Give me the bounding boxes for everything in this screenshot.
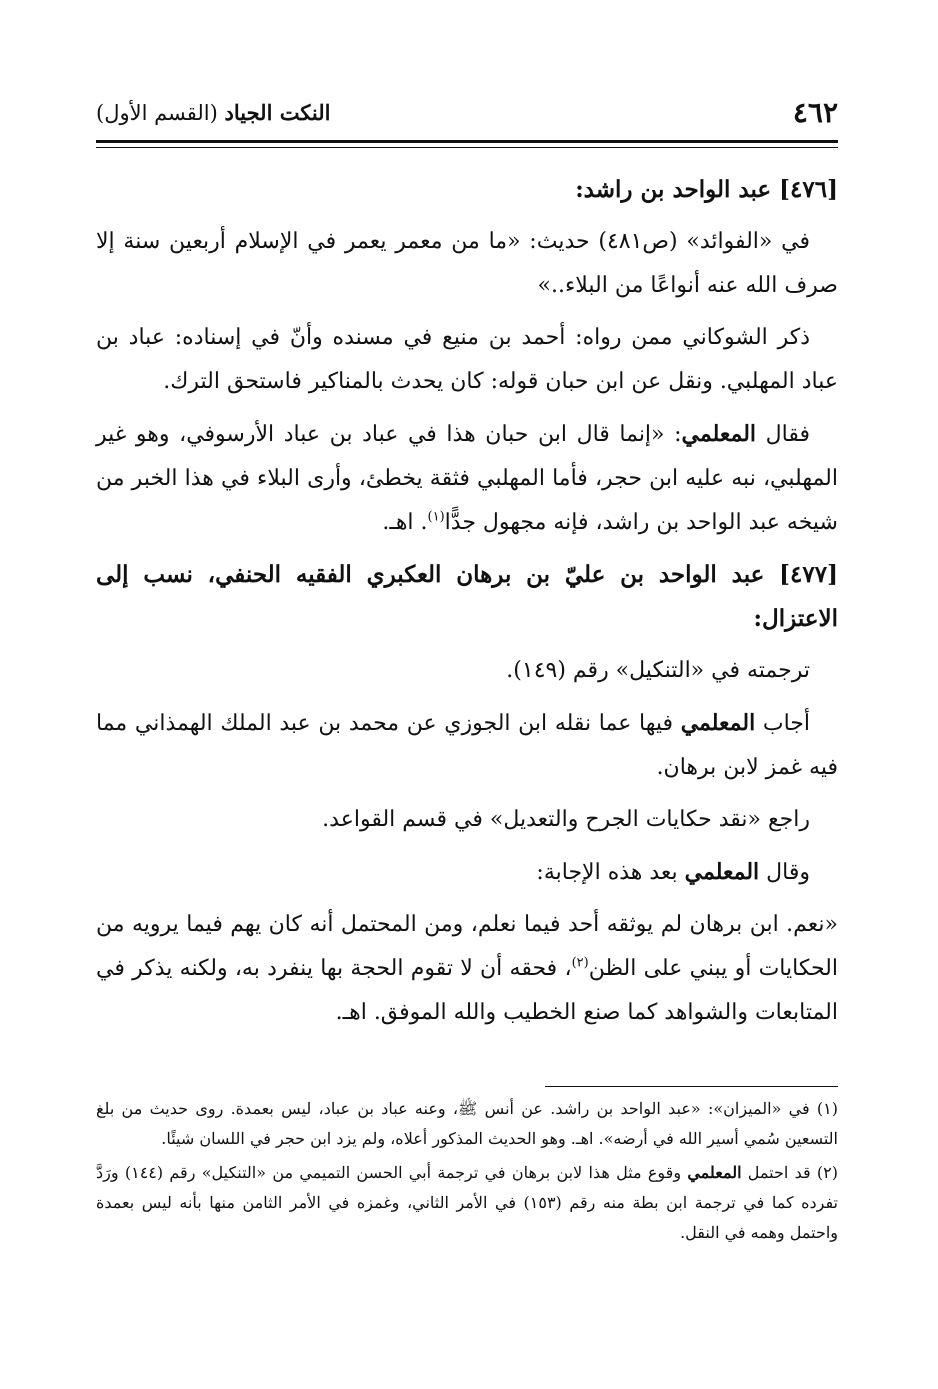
paragraph-lead: فقال xyxy=(765,422,810,447)
quote-text: «نعم. ابن برهان لم يوثقه أحد فيما نعلم، ومن المحتمل أنه كان يهم فيما يرويه من الحكايات أو يبني على الظن xyxy=(96,912,838,981)
footnote-ref-1[interactable]: (١) xyxy=(427,509,445,525)
entry-476-paragraph-1: في «الفوائد» (ص٤٨١) حديث: «ما من معمر يعمر في الإسلام أربعين سنة إلا صرف الله عنه أنواعًا من البلاء..» xyxy=(96,229,838,298)
paragraph-lead: وقال xyxy=(766,860,810,885)
author-name: المعلمي xyxy=(687,1163,742,1182)
footnote-1: (١) في «الميزان»: «عبد الواحد بن راشد. عن أنس ﷺ، وعنه عباد بن عباد، ليس بعمدة. روى حديث من بلغ التسعين سُمي أسير الله في أرضه». اهـ. وهو الحديث المذكور أعلاه، ولم يزد ابن حجر في اللسان شيئًا. xyxy=(96,1099,839,1148)
author-name: المعلمي xyxy=(681,421,757,447)
entry-477-paragraph-2 xyxy=(96,701,838,790)
running-title-part: (القسم الأول) xyxy=(96,100,218,125)
entry-477-paragraph-3: راجع «نقد حكايات الجرح والتعديل» في قسم القواعد. xyxy=(322,807,810,832)
page-header xyxy=(96,92,838,132)
paragraph-text: فيها عما نقله ابن الجوزي عن محمد بن عبد الملك الهمذاني مما فيه غمز لابن برهان. xyxy=(96,711,838,780)
header-rule-thick xyxy=(96,140,838,143)
author-name: المعلمي xyxy=(680,710,756,736)
entry-477-title: [٤٧٧] عبد الواحد بن عليّ بن برهان العكبري الفقيه الحنفي، نسب إلى الاعتزال: xyxy=(96,561,838,632)
page-number: ٤٦٢ xyxy=(792,95,838,129)
paragraph-lead: أجاب xyxy=(762,711,811,736)
entry-476-paragraph-2: ذكر الشوكاني ممن رواه: أحمد بن منيع في مسنده وأنّ في إسناده: عباد بن عباد المهلبي. ونقل عن ابن حبان قوله: كان يحدث بالمناكير فاستحق الترك. xyxy=(96,325,838,394)
footnote-separator xyxy=(545,1086,838,1087)
main-text xyxy=(96,168,838,1043)
entry-477-paragraph-4 xyxy=(96,850,838,895)
entry-477-paragraph-5 xyxy=(96,903,838,1035)
footnote-text: وقوع مثل هذا لابن برهان في ترجمة أبي الحسن التميمي من «التنكيل» رقم (١٤٤) ورَدَّ تفرده كما في ترجمة ابن بطة منه رقم (١٥٣) في الأمر الثاني، وغمزه في الأمر الثامن منها بأنه ليس بعمدة واحتمل وهمه في النقل. xyxy=(96,1163,838,1242)
footnote-ref-2[interactable]: (٢) xyxy=(571,955,589,971)
running-title-main: النكت الجياد xyxy=(224,99,331,125)
running-title xyxy=(96,100,331,125)
paragraph-text: بعد هذه الإجابة: xyxy=(536,860,678,885)
entry-476-paragraph-3 xyxy=(96,412,838,545)
quote-end: . اهـ. xyxy=(382,510,428,535)
header-rule-thin xyxy=(96,147,838,148)
footnote-2 xyxy=(96,1158,838,1248)
footnote-lead: (٢) قد احتمل xyxy=(747,1163,839,1182)
author-name: المعلمي xyxy=(684,859,760,885)
footnotes xyxy=(96,1094,838,1252)
quote-text-end: ، فحقه أن لا تقوم الحجة بها ينفرد به، ولكنه يذكر في المتابعات والشواهد كما صنع الخطيب والله الموفق. اهـ. xyxy=(96,956,838,1025)
entry-476-title: [٤٧٦] عبد الواحد بن راشد: xyxy=(575,176,838,203)
quote-text: : «إنما قال ابن حبان هذا في عباد بن عباد الأرسوفي، وهو غير المهلبي، نبه عليه ابن حجر، فأما المهلبي فثقة يخطئ، وأرى البلاء في هذا الخبر من شيخه عبد الواحد بن راشد، فإنه مجهول جدًّا xyxy=(96,422,838,535)
entry-477-paragraph-1: ترجمته في «التنكيل» رقم (١٤٩). xyxy=(506,658,810,683)
